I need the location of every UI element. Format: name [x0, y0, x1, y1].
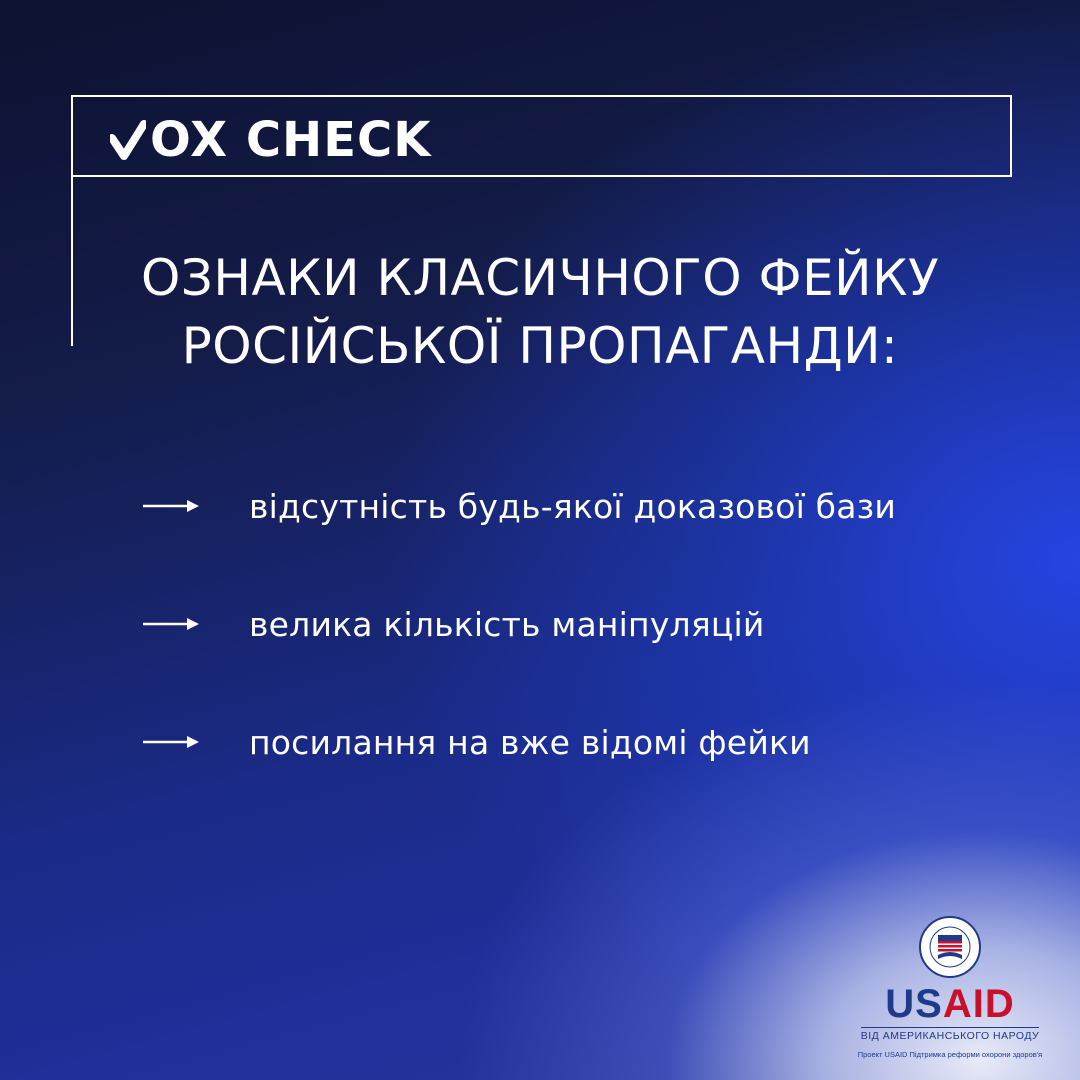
usaid-logo: [840, 915, 1060, 1065]
list-item: [143, 476, 1003, 536]
page-title: [0, 244, 1080, 380]
usaid-seal-icon: [918, 915, 982, 979]
usaid-project-note: Проект USAID Підтримка реформи охорони здоров'я: [857, 1050, 1043, 1059]
feature-list: [143, 476, 1003, 830]
arrow-right-icon: [143, 735, 199, 749]
usaid-tagline: ВІД АМЕРИКАНСЬКОГО НАРОДУ: [861, 1027, 1039, 1042]
list-item: [143, 594, 1003, 654]
list-item-text: відсутність будь-якої доказової бази: [249, 486, 897, 526]
list-item-text: велика кількість маніпуляцій: [249, 604, 765, 644]
vox-check-logo: [110, 112, 431, 168]
logo-text: OX CHECK: [150, 112, 432, 168]
title-line-1: ОЗНАКИ КЛАСИЧНОГО ФЕЙКУ: [140, 249, 940, 307]
checkmark-v-icon: [110, 120, 146, 160]
usaid-wordmark: USAID: [885, 982, 1015, 1026]
arrow-right-icon: [143, 499, 199, 513]
list-item-text: посилання на вже відомі фейки: [249, 722, 811, 762]
arrow-right-icon: [143, 617, 199, 631]
title-line-2: РОСІЙСЬКОЇ ПРОПАГАНДИ:: [181, 317, 899, 375]
list-item: [143, 712, 1003, 772]
